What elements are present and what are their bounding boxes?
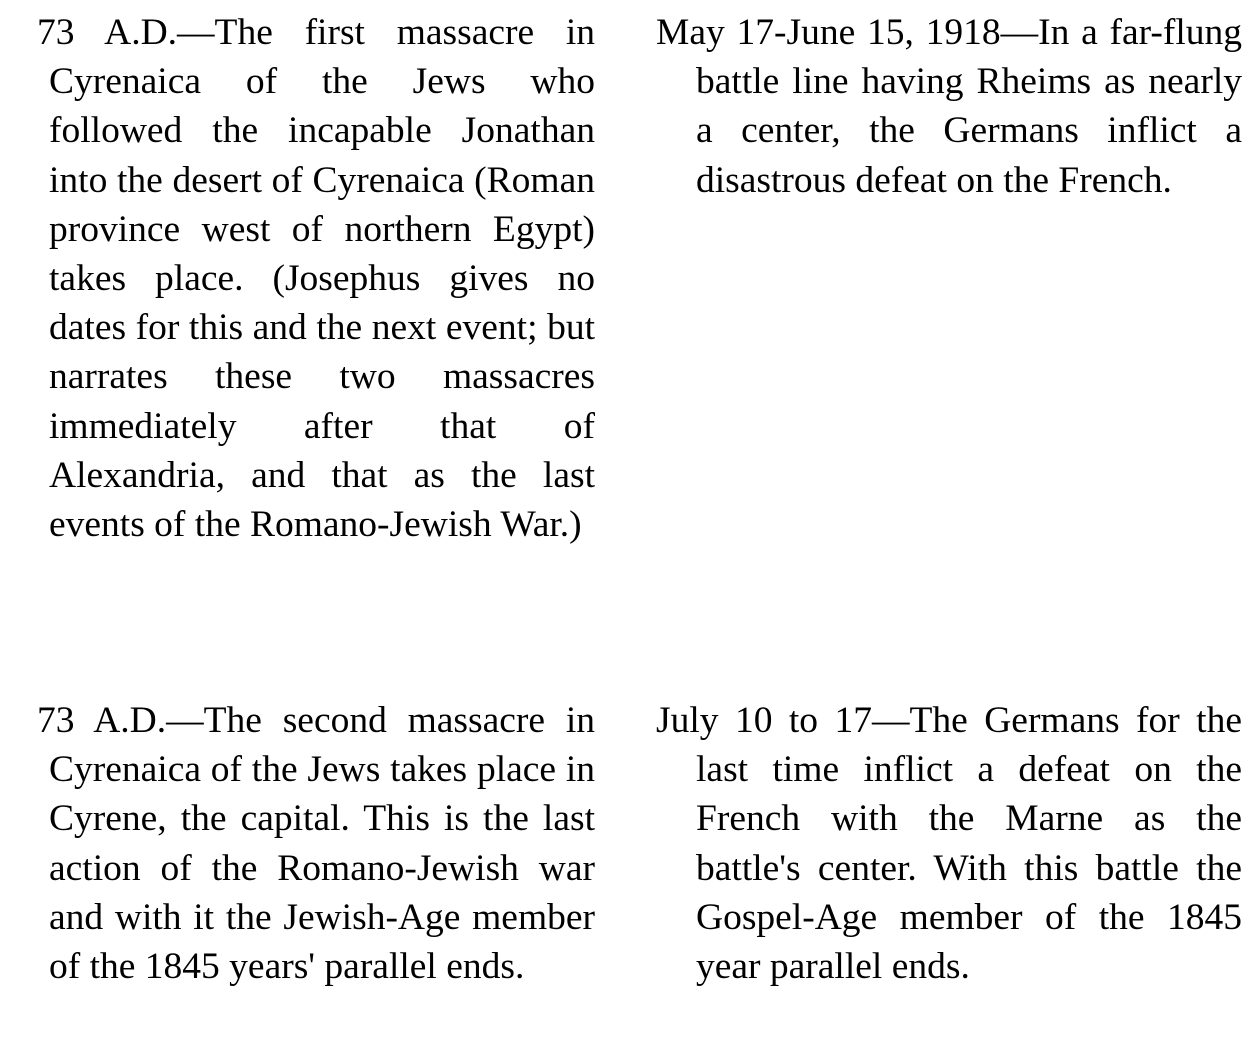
entry-1918-marne-battle: July 10 to 17—The Germans for the last time inflict a defeat on the French with the Marne as the battle's center. With this battle the Gospel-Age member of the 1845 year parallel ends. [656, 700, 1242, 988]
entry-1918-rheims-battle: May 17-June 15, 1918—In a far-flung battle line having Rheims as nearly a center, the Germans inflict a disastrous defeat on the French. [656, 12, 1242, 201]
entry-73ad-first-massacre: 73 A.D.—The first massacre in Cyrenaica of the Jews who followed the incapable Jonathan into the desert of Cyrenaica (Roman province west of northern Egypt) takes place. (Josephus gives no dates for this and the next event; but narrates these two massacres immediately after that of Alexandria, and that as the last events of the Romano-Jewish War.) [37, 12, 595, 546]
entry-73ad-second-massacre: 73 A.D.—The second massacre in Cyrenaica of the Jews takes place in Cyrene, the capital. This is the last action of the Romano-Jewish war and with it the Jewish-Age member of the 1845 years' parallel ends. [37, 700, 595, 988]
